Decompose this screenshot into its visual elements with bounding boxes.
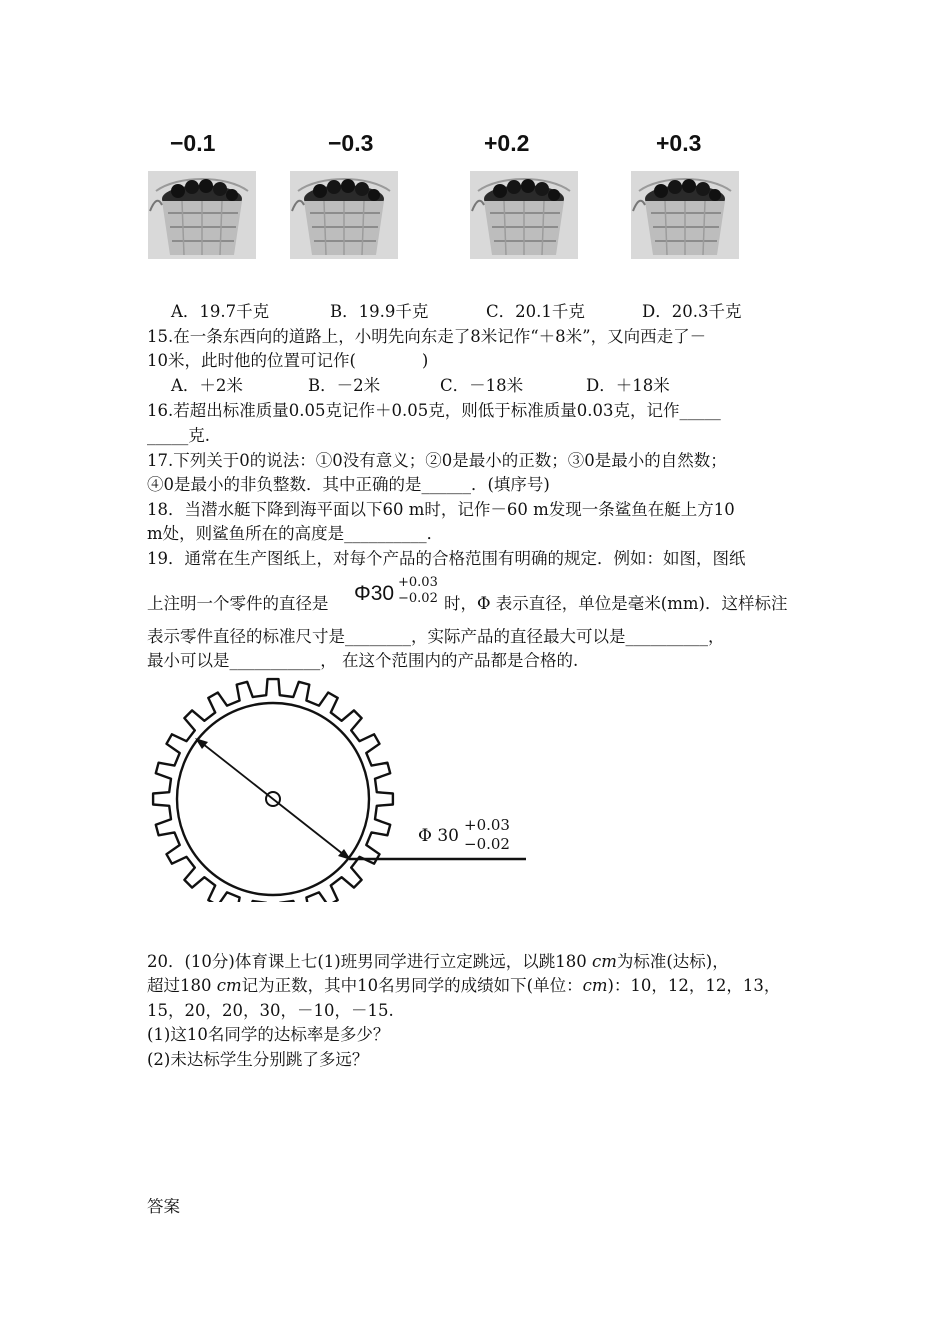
q20-line-1b: 为标准(达标)， xyxy=(616,952,729,971)
q19-line-1: 19．通常在生产图纸上，对每个产品的合格范围有明确的规定．例如：如图，图纸 xyxy=(147,549,746,568)
q15-option-d: D．＋18米 xyxy=(586,376,670,395)
basket-label-4: +0.3 xyxy=(656,130,702,156)
q19-line-2b: 时，Φ 表示直径，单位是毫米(mm)．这样标注 xyxy=(444,594,788,613)
gear-plus-tolerance: +0.03 xyxy=(464,816,510,834)
basket-image-4 xyxy=(631,171,739,259)
q14-option-d: D．20.3千克 xyxy=(642,302,742,321)
q16-line-1: 16.若超出标准质量0.05克记作＋0.05克，则低于标准质量0.03克，记作_____ xyxy=(147,401,721,420)
q19-phi-plus: +0.03 xyxy=(398,575,438,590)
q19-diameter-notation xyxy=(354,576,450,616)
answer-heading: 答案 xyxy=(147,1197,180,1216)
q16-line-2: _____克. xyxy=(147,426,210,445)
q19-line-3: 表示零件直径的标准尺寸是________，实际产品的直径最大可以是__________， xyxy=(147,627,725,646)
q15-option-c: C．－18米 xyxy=(440,376,524,395)
gear-phi-label: Φ 30 xyxy=(418,826,459,846)
q19-phi-main: Φ30 xyxy=(354,582,395,605)
q19-phi-minus: −0.02 xyxy=(398,591,438,606)
q19-line-2a: 上注明一个零件的直径是 xyxy=(147,594,329,613)
q18-line-1: 18．当潜水艇下降到海平面以下60 m时，记作－60 m发现一条鲨鱼在艇上方10 xyxy=(147,500,735,519)
q14-option-a: A．19.7千克 xyxy=(171,302,270,321)
q20-sub-question-2: (2)未达标学生分别跳了多远？ xyxy=(147,1050,369,1069)
gear-outline xyxy=(153,679,393,902)
q20-line-3: 15，20，20，30，－10，－15. xyxy=(147,1001,394,1020)
q15-line-2: 10米，此时他的位置可记作( ) xyxy=(147,351,429,370)
q17-line-1: 17.下列关于0的说法：①0没有意义；②0是最小的正数；③0是最小的自然数； xyxy=(147,451,727,470)
q18-line-2: m处，则鲨鱼所在的高度是__________． xyxy=(147,524,444,543)
q14-option-c: C．20.1千克 xyxy=(486,302,585,321)
basket-image-1 xyxy=(148,171,256,259)
q14-option-b: B．19.9千克 xyxy=(330,302,429,321)
q20-sub-question-1: (1)这10名同学的达标率是多少？ xyxy=(147,1025,390,1044)
q17-line-2: ④0是最小的非负整数．其中正确的是______．(填序号) xyxy=(147,475,550,494)
basket-image-3 xyxy=(470,171,578,259)
q20-unit-cm-3: cm xyxy=(582,976,608,995)
diameter-arrow xyxy=(198,740,348,858)
basket-label-3: +0.2 xyxy=(484,130,530,156)
q20-unit-cm-1: cm xyxy=(591,952,617,971)
gear-diagram xyxy=(140,672,540,902)
q20-line-1a: 20．(10分)体育课上七(1)班男同学进行立定跳远，以跳180 xyxy=(147,952,592,971)
gear-teeth xyxy=(153,679,393,902)
q20-line-2c: )：10，12，12，13， xyxy=(607,976,781,995)
q20-line-2b: 记为正数，其中10名男同学的成绩如下(单位： xyxy=(241,976,583,995)
basket-label-1: −0.1 xyxy=(170,130,216,156)
q15-line-1: 15.在一条东西向的道路上，小明先向东走了8米记作“＋8米”，又向西走了－ xyxy=(147,327,707,346)
q15-option-b: B．－2米 xyxy=(308,376,381,395)
q20-line-2a: 超过180 xyxy=(147,976,217,995)
q20-line-1 xyxy=(147,950,729,974)
q20-line-2 xyxy=(147,974,780,998)
gear-minus-tolerance: −0.02 xyxy=(464,835,510,853)
gear-dimension-label xyxy=(418,818,528,858)
q20-unit-cm-2: cm xyxy=(216,976,242,995)
basket-image-2 xyxy=(290,171,398,259)
q15-option-a: A．＋2米 xyxy=(171,376,243,395)
q19-line-4: 最小可以是___________， 在这个范围内的产品都是合格的. xyxy=(147,651,579,670)
basket-label-2: −0.3 xyxy=(328,130,374,156)
